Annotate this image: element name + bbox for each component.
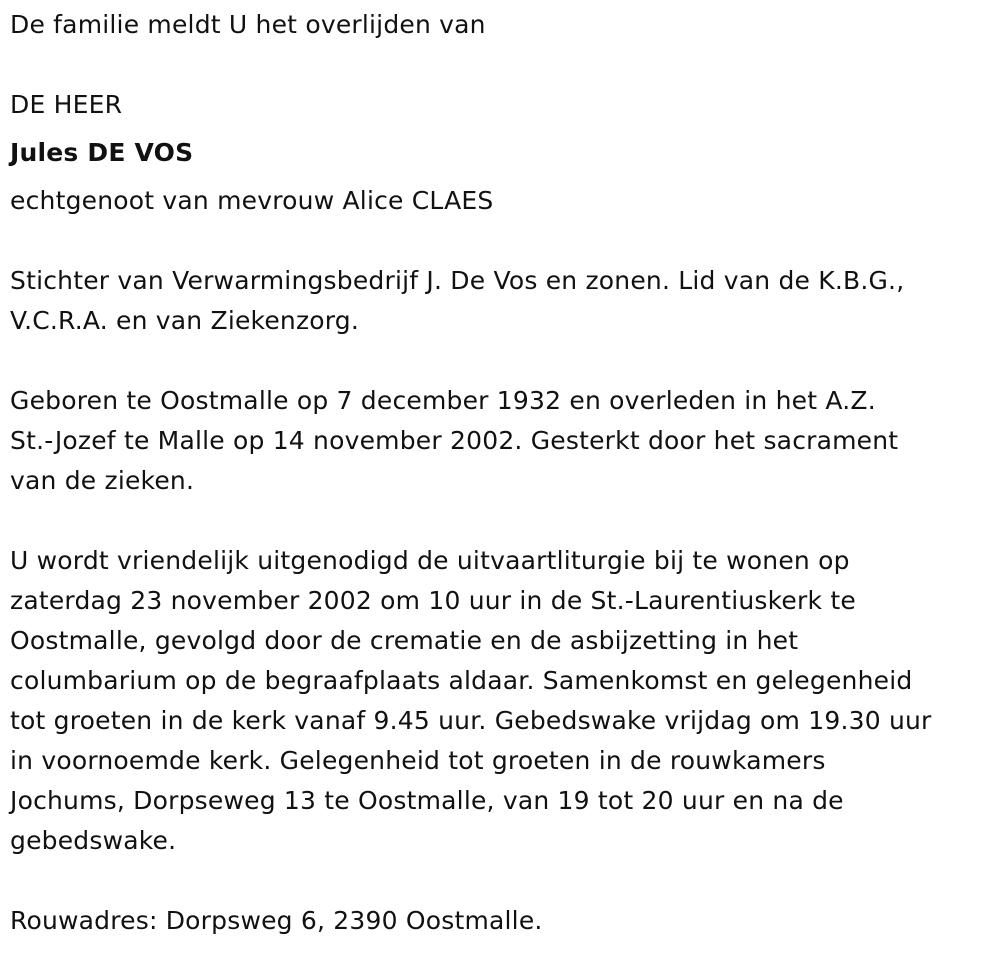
funeral-line: U wordt vriendelijk uitgenodigd de uitvaartliturgie bij te wonen op xyxy=(10,546,850,575)
deceased-name: Jules DE VOS xyxy=(10,138,194,167)
mourning-address: Rouwadres: Dorpsweg 6, 2390 Oostmalle. xyxy=(10,906,543,935)
birth-death-paragraph xyxy=(10,381,985,501)
funeral-line: gebedswake. xyxy=(10,826,177,855)
salutation: DE HEER xyxy=(10,90,123,119)
funeral-line: in voornoemde kerk. Gelegenheid tot groeten in de rouwkamers xyxy=(10,746,826,775)
founder-paragraph xyxy=(10,261,985,341)
birth-death-line: van de zieken. xyxy=(10,466,195,495)
funeral-line: tot groeten in de kerk vanaf 9.45 uur. Gebedswake vrijdag om 19.30 uur xyxy=(10,706,932,735)
founder-line: Stichter van Verwarmingsbedrijf J. De Vos en zonen. Lid van de K.B.G., xyxy=(10,266,905,295)
birth-death-line: St.-Jozef te Malle op 14 november 2002. Gesterkt door het sacrament xyxy=(10,426,899,455)
spouse-text: echtgenoot van mevrouw Alice CLAES xyxy=(10,186,494,215)
birth-death-line: Geboren te Oostmalle op 7 december 1932 en overleden in het A.Z. xyxy=(10,386,876,415)
funeral-line: Oostmalle, gevolgd door de crematie en de asbijzetting in het xyxy=(10,626,799,655)
funeral-line: columbarium op de begraafplaats aldaar. Samenkomst en gelegenheid xyxy=(10,666,913,695)
funeral-line: Jochums, Dorpseweg 13 te Oostmalle, van 19 tot 20 uur en na de xyxy=(10,786,844,815)
intro-text: De familie meldt U het overlijden van xyxy=(10,10,486,39)
funeral-line: zaterdag 23 november 2002 om 10 uur in de St.-Laurentiuskerk te xyxy=(10,586,856,615)
founder-line: V.C.R.A. en van Ziekenzorg. xyxy=(10,306,360,335)
funeral-paragraph xyxy=(10,541,985,861)
